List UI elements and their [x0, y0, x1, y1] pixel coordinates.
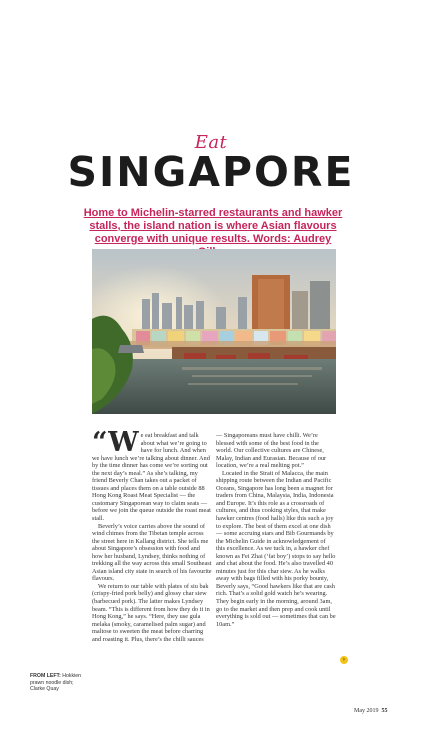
drop-cap-letter: W [108, 427, 139, 458]
page-number: 55 [381, 708, 388, 714]
body-paragraph: We return to our table with plates of siu bak (crispy-fried pork belly) and glossy char siew (barbecued pork). The latter makes Lyndsey beam. “This is different from how they do it in Hong Kong,” he says. “Here, they use gula melaka (smoky, caramelised palm sugar) and maltose to sweeten the meat before charring and roasting it. Plus, there’s the chilli sauces [92, 582, 210, 643]
section-kicker: Eat [194, 132, 228, 153]
body-column-2 [216, 432, 336, 628]
article-standfirst: Home to Michelin-starred restaurants and hawker stalls, the island nation is where Asian flavours converge with unique results. Words: Audrey [83, 207, 343, 245]
body-paragraph: — Singaporeans must have chilli. We’re blessed with some of the best food in the world. Our collective cultures are Chinese, Malay, Indian and Eurasian. Because of our location, we’re a real melting pot.” [216, 432, 327, 470]
body-column-1 [92, 427, 212, 643]
article-headline: SINGAPORE [67, 148, 355, 196]
body-text: e eat breakfast and talk about what we’re going to have for lunch. And when we have lunch we’re talking about dinner. And by the time dinner has come we’re sorting out the next day’s meal.” As she’s talking, my friend Beverly Chan takes out a packet of tissues and places them on a table outside 88 Hong Kong Roast Meat Specialist — the customary Singaporean way to claim seats — before we join the queue outside the roast meat stall. [92, 432, 211, 523]
continue-arrow-icon: › [340, 656, 348, 664]
body-paragraph: Beverly’s voice carries above the sound of wind chimes from the Tibetan temple across the street here in Kallang district. She tells me about Singapore’s obsession with food and how her husband, Lyndsey, thinks nothing of trekking all the way across this small Southeast Asian island city state in search of his favourite flavours. [92, 522, 212, 583]
issue-date: May 2019 [354, 708, 379, 714]
caption-text: Hokkien prawn noodle dish; Clarke Quay [30, 673, 82, 692]
body-paragraph [92, 427, 212, 523]
photo-caption [30, 673, 88, 693]
drop-cap [92, 427, 139, 458]
drop-cap-quote: “ [92, 427, 109, 458]
page-folio [354, 708, 388, 714]
caption-lead: FROM LEFT: [30, 673, 61, 679]
body-paragraph: Located in the Strait of Malacca, the main shipping route between the Indian and Pacific Oceans, Singapore has long been a magnet for traders from China, Malaysia, India, Indonesia and Europe. It’s this role as a crossroads of cultures, and thus cooking styles, that make hawker centres (food halls) like this such a joy to explore. The best of them excel at one dish — some accruing stars and Bib Gourmands by the Michelin Guide in acknowledgement of this excellence. As we tuck in, a hawker chef known as Fei Zhai (‘fat boy’) stops to say hello and chat about the food. He’s also travelled 40 minutes just for this char siew. As he walks away with bags filled with his porky bounty, Beverly says, “Good hawkers like that are cash rich. That’s a solid gold watch he’s wearing. They begin early in the morning, around 3am, go to the market and then prep and cook until everything is sold out — sometimes that can be 10am.” [216, 469, 336, 628]
clarke-quay-photo [92, 249, 336, 414]
